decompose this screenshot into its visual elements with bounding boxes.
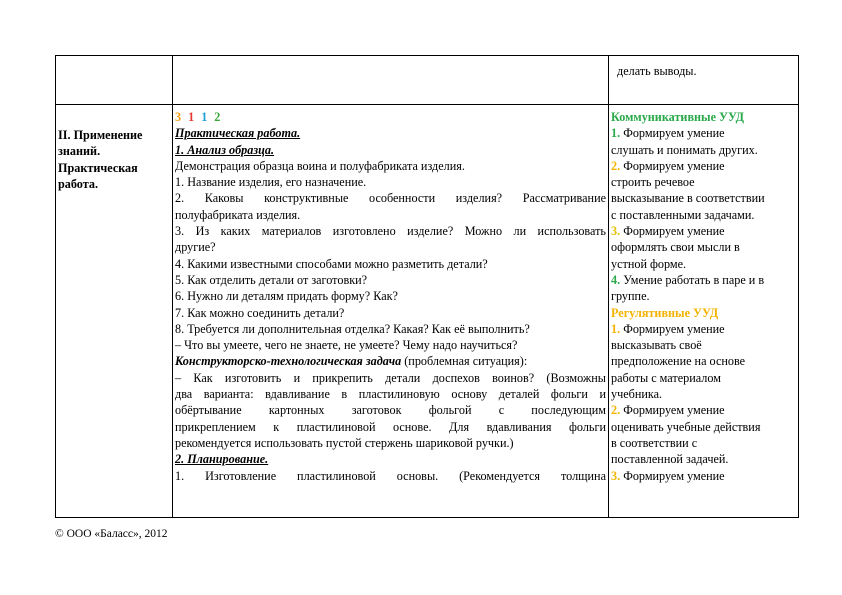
task-text-4: прикреплением к пластилиновой основе. Для вдавливания фольги [175,419,606,434]
demo-text: Демонстрация образца воина и полуфабриката изделия. [175,158,465,173]
question-2: 2. Каковы конструктивные особенности изделия? Рассматривание [175,191,606,206]
planning-heading: 2. Планирование. [175,452,269,467]
stage-cell [56,105,173,518]
question-2-cont: полуфабриката изделия. [175,207,301,222]
question-7: 7. Как можно соединить детали? [175,305,345,320]
regulatory-header: Регулятивные УУД [611,305,719,320]
question-1: 1. Название изделия, его назначение. [175,175,367,190]
task-text-1: – Как изготовить и прикрепить детали доспехов воинов? (Возможны [175,370,606,385]
task-rest: (проблемная ситуация): [401,354,528,369]
conclusion-text: делать выводы. [617,64,697,78]
content-cell [173,105,609,518]
question-3: 3. Из каких материалов изготовлено изделие? Можно ли использовать [175,224,606,239]
task-line [175,353,606,369]
table-cell-conclusion [609,56,799,105]
task-text-3: обёртывание картонных заготовок фольгой с последующим [175,403,606,418]
stage-title: II. Применение знаний. Практическая работа. [58,128,143,191]
question-8: 8. Требуется ли дополнительная отделка? Какая? Как её выполнить? [175,321,530,336]
question-3-cont: другие? [175,240,216,255]
question-9: – Что вы умеете, чего не знаете, не умеете? Чему надо научиться? [175,338,518,353]
task-text-5: рекомендуется использовать пустой стержень шариковой ручки.) [175,435,514,450]
planning-step-1: 1. Изготовление пластилиновой основы. (Рекомендуется толщина [175,468,606,483]
lesson-table [55,55,799,518]
table-row [56,105,799,518]
question-5: 5. Как отделить детали от заготовки? [175,272,368,287]
question-4: 4. Какими известными способами можно разметить детали? [175,256,488,271]
table-row [56,56,799,105]
skills-cell: Коммуникативные УУД 1. Формируем умение слушать и понимать других. 2. Формируем умение строить речевое высказывание в соответствии с поставленными задачами. 3. Формируем умение оформлять свои мысли в устной форме. 4. Умение работать в паре и в группе. Регулятивные УУД 1. Формируем умение высказывать своё предположение на основе работы с материалом учебника. 2. Формируем умение оценивать учебные действия в соответствии с поставленной задачей. 3. Формируем умение [609,105,799,518]
practical-work-heading: Практическая работа. [175,126,301,141]
copyright-footer: © ООО «Баласс», 2012 [55,528,168,540]
table-cell-empty [173,56,609,105]
level-numbers: 3 1 1 2 [175,110,221,124]
table-cell-empty [56,56,173,105]
communicative-header: Коммуникативные УУД [611,110,745,124]
task-title: Конструкторско-технологическая задача [175,354,402,369]
question-6: 6. Нужно ли деталям придать форму? Как? [175,289,398,304]
analysis-heading: 1. Анализ образца. [175,142,275,157]
task-text-2: два варианта: вдавливание в пластилиновую основу деталей фольги и [175,387,606,402]
